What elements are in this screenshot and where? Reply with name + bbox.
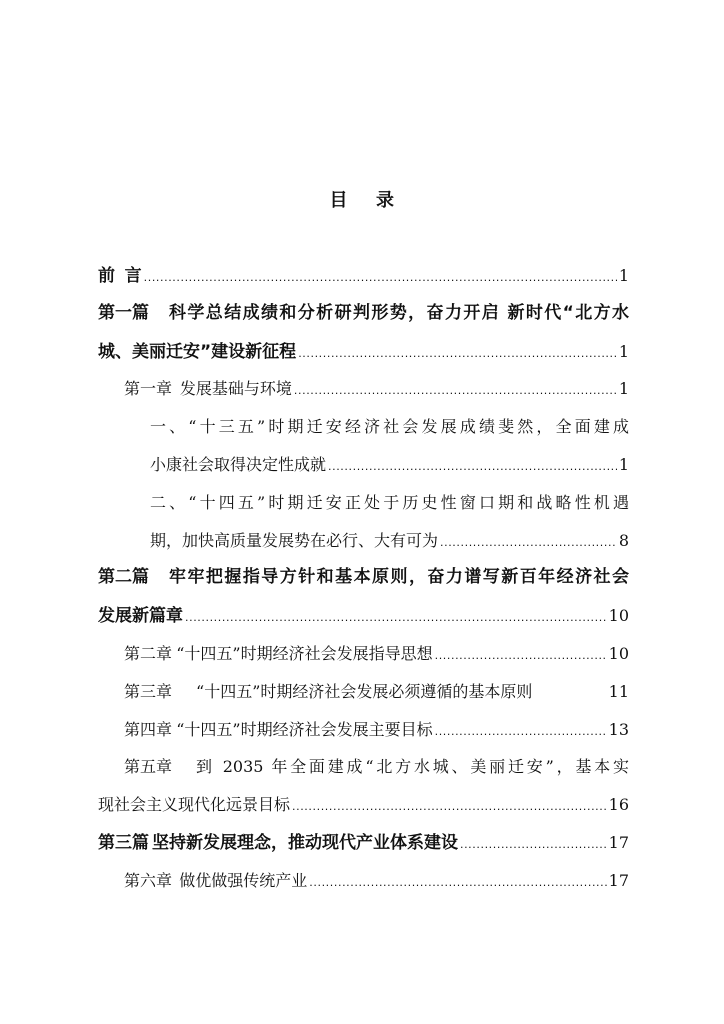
toc-entry-ch1[interactable] xyxy=(98,370,629,408)
toc-page-number: 11 xyxy=(608,681,629,701)
toc-chapter-title: 到 2035 年全面建成“北方水城、美丽迁安”，基本实 xyxy=(196,757,629,777)
toc-page-number: 1 xyxy=(618,454,629,474)
toc-entry-part2-line1[interactable] xyxy=(98,559,629,597)
dot-leader xyxy=(328,448,617,484)
toc-chapter-number: 第五章 xyxy=(124,757,173,777)
title-char-2: 录 xyxy=(376,190,395,211)
toc-entry-part1-line1[interactable] xyxy=(98,295,629,333)
dot-leader xyxy=(144,259,617,295)
toc-entry-ch2[interactable] xyxy=(98,635,629,673)
toc-page-number: 8 xyxy=(618,530,629,550)
toc-part-title: 坚持新发展理念，推动现代产业体系建设 xyxy=(151,832,458,853)
dot-leader xyxy=(298,335,617,371)
toc-part-number: 第三篇 xyxy=(98,832,149,853)
toc-chapter-number: 第三章 xyxy=(124,681,173,701)
toc-page-number: 17 xyxy=(608,832,629,852)
toc-section-title: 二、“十四五”时期迁安正处于历史性窗口期和战略性机遇 xyxy=(150,492,629,512)
dot-leader xyxy=(294,372,617,408)
toc-chapter-title-cont: 现社会主义现代化远景目标 xyxy=(98,795,291,815)
toc-entry-foreword[interactable] xyxy=(98,257,629,295)
toc-part-title-cont: 发展新篇章 xyxy=(98,606,183,627)
toc-entry-s2-line2[interactable] xyxy=(98,522,629,560)
dot-leader xyxy=(435,713,607,749)
dot-leader xyxy=(185,599,607,635)
toc-chapter-number: 第一章 xyxy=(124,379,173,399)
toc-entry-part1-line2[interactable] xyxy=(98,333,629,371)
toc-page-number: 13 xyxy=(608,719,629,739)
toc-entry-s2-line1[interactable] xyxy=(98,484,629,522)
toc-chapter-title: “十四五”时期经济社会发展主要目标 xyxy=(176,719,433,739)
toc-entry-ch5-line1[interactable] xyxy=(98,748,629,786)
toc-part-title-cont: 城、美丽迁安”建设新征程 xyxy=(98,341,297,362)
toc-page-number: 16 xyxy=(608,795,629,815)
dot-leader xyxy=(309,864,606,900)
toc-chapter-title: 做优做强传统产业 xyxy=(179,870,308,890)
toc-entry-s1-line2[interactable] xyxy=(98,446,629,484)
toc-page-number: 10 xyxy=(608,643,629,663)
toc-part-number: 第一篇 xyxy=(98,302,149,323)
toc-page-number: 17 xyxy=(608,870,629,890)
toc-entry-part2-line2[interactable] xyxy=(98,597,629,635)
toc-page-number: 1 xyxy=(618,266,629,285)
toc-entry-ch3[interactable] xyxy=(98,673,629,711)
toc-section-title: 一、“十三五”时期迁安经济社会发展成绩斐然，全面建成 xyxy=(150,417,629,437)
toc-section-title-cont: 小康社会取得决定性成就 xyxy=(150,454,327,474)
dot-leader xyxy=(292,788,607,824)
toc-foreword-label-a: 前 xyxy=(98,266,115,286)
dot-leader xyxy=(435,637,607,673)
toc-part-number: 第二篇 xyxy=(98,567,149,588)
toc-chapter-title: 发展基础与环境 xyxy=(179,379,292,399)
toc-page-number: 10 xyxy=(608,606,629,626)
toc-chapter-title: “十四五”时期经济社会发展指导思想 xyxy=(176,643,433,663)
toc-chapter-number: 第四章 xyxy=(124,719,173,739)
dot-leader xyxy=(460,826,607,862)
toc-foreword-label-b: 言 xyxy=(124,266,142,286)
page-title xyxy=(0,186,724,212)
toc-entry-part3[interactable] xyxy=(98,824,629,862)
toc-chapter-number: 第六章 xyxy=(124,870,173,890)
toc-page-number: 1 xyxy=(618,379,629,399)
title-char-1: 目 xyxy=(329,190,348,211)
table-of-contents xyxy=(98,257,629,900)
toc-part-title: 科学总结成绩和分析研判形势，奋力开启 新时代“北方水 xyxy=(169,302,629,323)
toc-entry-ch6[interactable] xyxy=(98,862,629,900)
toc-page-number: 1 xyxy=(618,341,629,361)
toc-entry-ch5-line2[interactable] xyxy=(98,786,629,824)
toc-entry-ch4[interactable] xyxy=(98,711,629,749)
toc-chapter-title: “十四五”时期经济社会发展必须遵循的基本原则 xyxy=(196,681,533,701)
toc-entry-s1-line1[interactable] xyxy=(98,408,629,446)
dot-leader xyxy=(440,524,617,560)
toc-section-title-cont: 期，加快高质量发展势在必行、大有可为 xyxy=(150,530,439,550)
toc-chapter-number: 第二章 xyxy=(124,643,173,663)
toc-part-title: 牢牢把握指导方针和基本原则，奋力谱写新百年经济社会 xyxy=(169,567,629,588)
